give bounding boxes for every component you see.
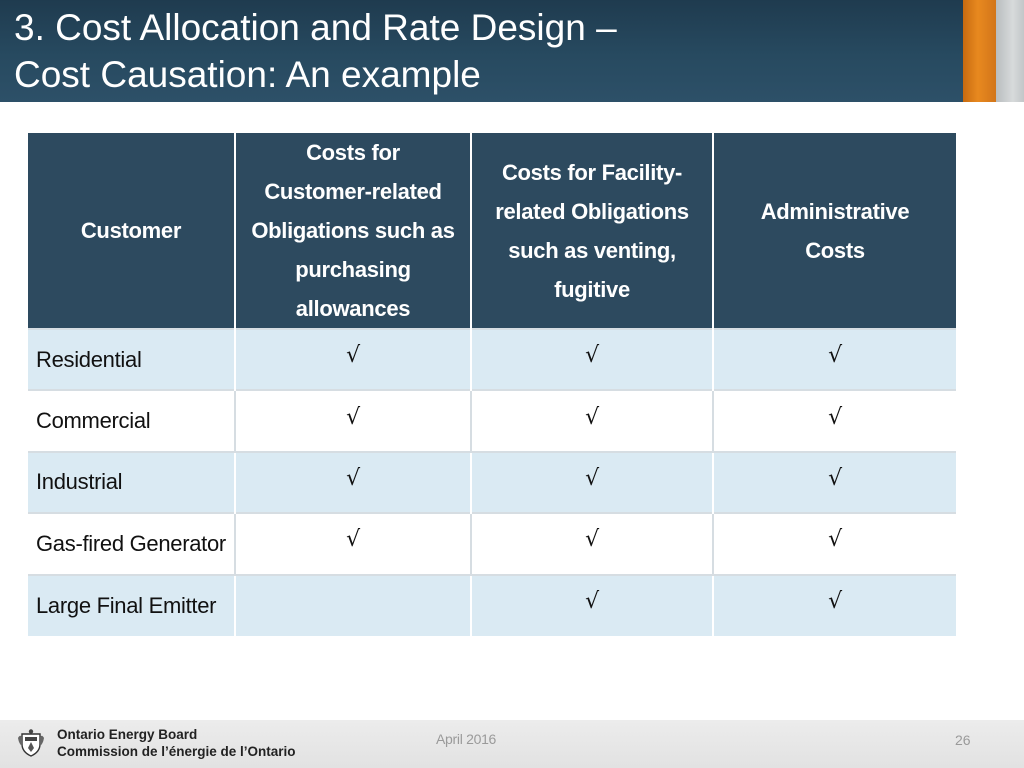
row-customer-label: Gas-fired Generator	[28, 513, 235, 574]
check-mark-cell: √	[235, 452, 471, 513]
orange-accent-stripe	[963, 0, 996, 102]
check-mark-cell: √	[235, 513, 471, 574]
header-facility-related-costs	[471, 133, 713, 329]
header-text-line: purchasing	[295, 257, 411, 282]
header-text-line: such as venting,	[508, 237, 676, 263]
check-mark-cell: √	[471, 329, 713, 390]
org-name-english: Ontario Energy Board	[57, 727, 198, 742]
check-mark-cell: √	[713, 452, 956, 513]
slide-title-line-1: 3. Cost Allocation and Rate Design –	[14, 7, 617, 48]
check-mark-cell: √	[471, 452, 713, 513]
table-row	[28, 390, 956, 451]
table-header-row	[28, 133, 956, 329]
table-row	[28, 329, 956, 390]
row-customer-label: Residential	[28, 329, 235, 390]
cost-causation-table	[28, 133, 956, 636]
header-text-line: related Obligations	[495, 198, 689, 224]
header-customer-related-costs	[235, 133, 471, 329]
row-customer-label: Large Final Emitter	[28, 575, 235, 636]
check-mark-cell: √	[235, 390, 471, 451]
header-text-line: Obligations such as	[251, 218, 455, 243]
org-name-french: Commission de l’énergie de l’Ontario	[57, 744, 296, 759]
check-mark-cell: √	[471, 513, 713, 574]
header-customer	[28, 133, 235, 329]
check-mark-cell	[235, 575, 471, 636]
check-mark-cell: √	[713, 575, 956, 636]
header-text-line: Costs for Facility-	[501, 159, 683, 185]
check-mark-cell: √	[471, 575, 713, 636]
ontario-crest-icon	[16, 728, 46, 758]
check-mark-cell: √	[713, 513, 956, 574]
check-mark-cell: √	[471, 390, 713, 451]
table-row	[28, 452, 956, 513]
check-mark-cell: √	[713, 329, 956, 390]
header-text-line: fugitive	[554, 276, 630, 302]
header-text-line: Costs	[805, 237, 865, 263]
row-customer-label: Industrial	[28, 452, 235, 513]
check-mark-cell: √	[235, 329, 471, 390]
grey-accent-stripe	[996, 0, 1024, 102]
table-row	[28, 575, 956, 636]
slide-title	[14, 4, 617, 98]
header-text-line: Costs for	[306, 140, 400, 165]
header-text-line: allowances	[295, 296, 411, 321]
header-text-line: Customer	[80, 218, 182, 243]
slide-title-line-2: Cost Causation: An example	[14, 54, 481, 95]
header-administrative-costs	[713, 133, 956, 329]
check-mark-cell: √	[713, 390, 956, 451]
table-row	[28, 513, 956, 574]
header-text-line: Administrative	[760, 198, 910, 224]
row-customer-label: Commercial	[28, 390, 235, 451]
footer-date: April 2016	[436, 731, 497, 747]
page-number: 26	[955, 732, 971, 748]
header-text-line: Customer-related	[264, 179, 442, 204]
